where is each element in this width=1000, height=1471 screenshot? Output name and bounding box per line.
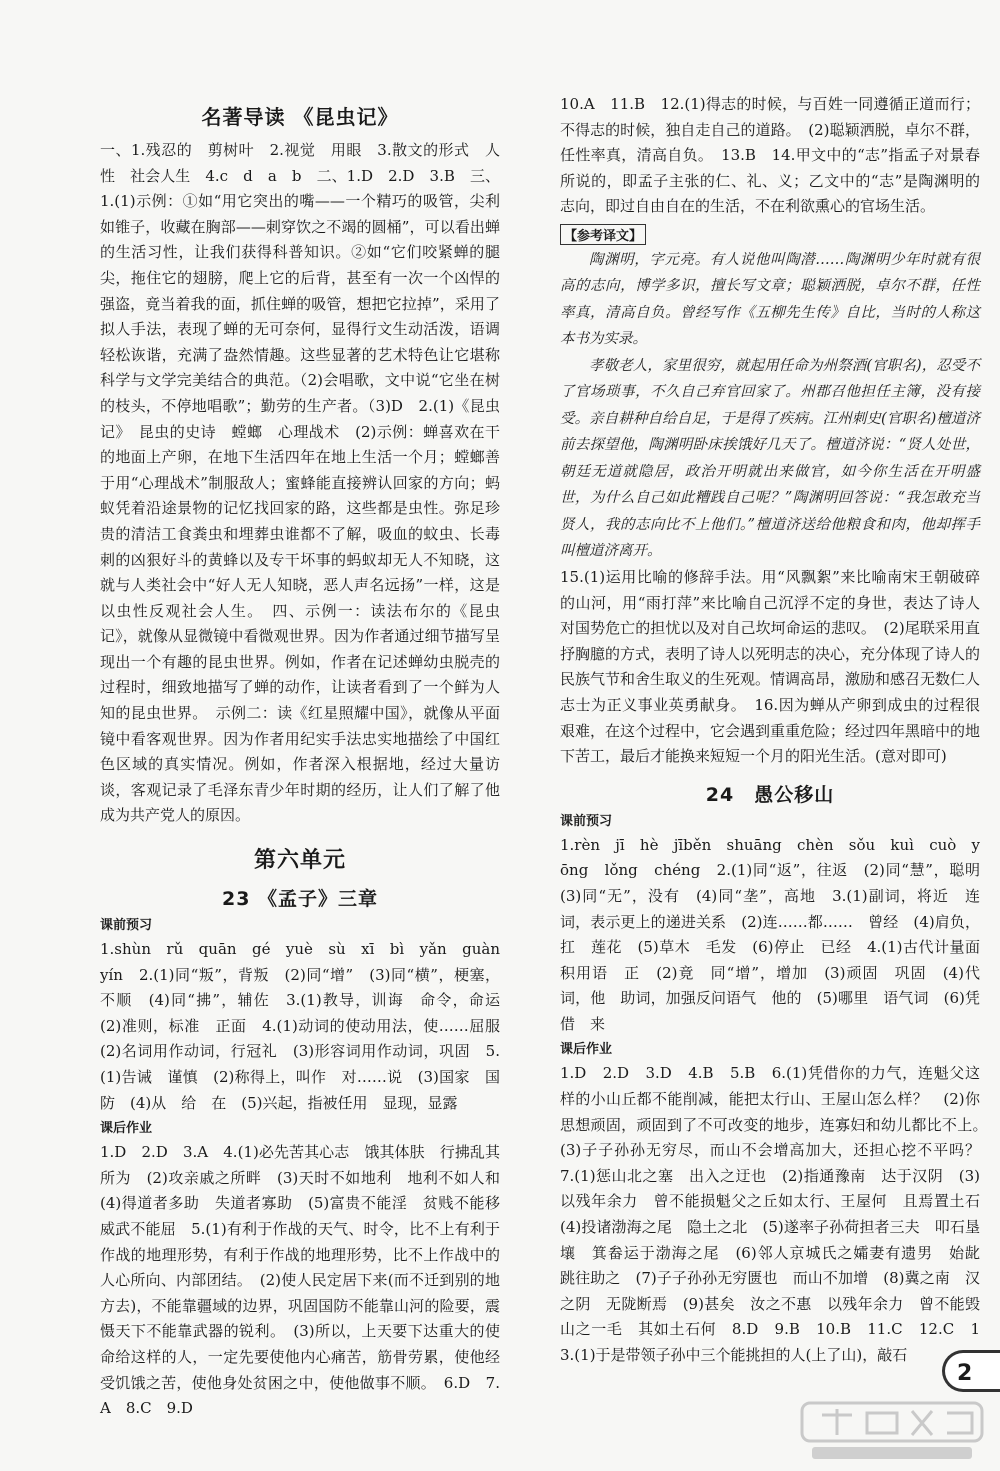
answer-paragraph: 1.D 2.D 3.D 4.B 5.B 6.(1)凭借你的力气，连魁父这样的小山丘都不能削减，能把太行山、王屋山怎么样？ (2)你思想顽固，顽固到了不可改变的地步，连寡妇和幼儿都比不上。 (3)子子孙孙无穷尽，而山不会增高加大，还担心挖不平吗？ 7.(1)惩山北之塞 出入之迂也 (2)指通豫南 达于汉阴 (3)以残年余力 曾不能损魁父之丘如太行、王屋何 且焉置土石 (4)投诸渤海之尾 隐土之北 (5)遂率子孙荷担者三夫 叩石垦壤 箕畚运于渤海之尾 (6)邻人京城氏之孀妻有遗男 始龀 跳往助之 (7)子子孙孙无穷匮也 而山不加增 (8)冀之南 汉之阴 无陇断焉 (9)甚矣 汝之不惠 以残年余力 曾不能毁山之一毛 其如土石何 8.D 9.B 10.B 11.C 12.C 13.(1)于是带领子孙中三个能挑担的人(上了山)，敲石 [560,1064,996,1364]
answer-paragraph: 10.A 11.B 12.(1)得志的时候，与百姓一同遵循正道而行；不得志的时候，独自走自己的道路。 (2)聪颖洒脱，卓尔不群，任性率真，清高自负。 13.B 14.甲文中的“志”指孟子对景春所说的，即孟子主张的仁、礼、义；乙文中的“志”是陶渊明的志向，即过自由自在的生活，不在利欲熏心的官场生活。 [560,95,980,216]
section-label-preview: 课前预习 [100,918,153,934]
section-title-kunchongji: 名著导读 《昆虫记》 [201,105,399,129]
answer-paragraph: 1.shùn rǔ quān gé yuè sù xī bì yǎn guàn yín 2.(1)同“叛”，背叛 (2)同“增” (3)同“横”，梗塞，不顺 (4)同“拂”，辅佐 3.(1)教导，训诲 命令，命运 (2)准则，标准 正面 4.(1)动词的使动用法，使……屈服 (2)名词用作动词，行冠礼 (3)形容词用作动词，巩固 5.(1)告诫 谨慎 (2)称得上，叫作 对……说 (3)国家 国防 (4)从 给 在 (5)兴起，指被任用 显现，显露 [100,940,516,1112]
watermark-logo-icon [792,1395,992,1465]
answer-paragraph: 1.rèn jī hè jīběn shuāng chèn sǒu kuì cuò yōng lǒng chéng 2.(1)同“返”，往返 (2)同“慧”，聪明 (3)同“无”，没有 (4)同“垄”，高地 3.(1)副词，将近 连词，表示更上的递进关系 (2)连……都…… 曾经 (4)肩负，扛 莲花 (5)草木 毛发 (6)停止 已经 4.(1)古代计量面积用语 正 (2)竟 同“增”，增加 (3)顽固 巩固 (4)代词，他 助词，加强反问语气 他的 (5)哪里 语气词 (6)凭借 来 [560,835,996,1033]
answer-paragraph: 一、1.残忍的 剪树叶 2.视觉 用眼 3.散文的形式 人性 社会人生 4.c d a b 二、1.D 2.D 3.B 三、1.(1)示例：①如“用它突出的嘴——一个精巧的吸管，尖利如锥子，收藏在胸部——刺穿饮之不竭的圆桶”，可以看出蝉的生活习性，让我们获得科普知识。②如“它们咬紧蝉的腿尖，拖住它的翅膀，爬上它的后背，甚至有一次一个凶悍的强盗，竟当着我的面，抓住蝉的吸管，想把它拉掉”，采用了拟人手法，表现了蝉的无可奈何，显得行文生动活泼，语调轻松诙谐，充满了盎然情趣。这些显著的艺术特色让它堪称科学与文学完美结合的典范。（2)会唱歌，文中说“它坐在树的枝头，不停地唱歌”；勤劳的生产者。（3)D 2.(1)《昆虫记》 昆虫的史诗 螳螂 心理战术 (2)示例：蝉喜欢在干的地面上产卵，在地下生活四年在地上生活一个月；螳螂善于用“心理战术”制服敌人；蜜蜂能直接辨认回家的方向；蚂蚁凭着沿途景物的记忆找回家的路，这些都是虫性。弥足珍贵的清洁工食粪虫和埋葬虫谁都不了解，吸血的蚊虫、长毒刺的凶狠好斗的黄蜂以及专干坏事的蚂蚁却无人不知晓，这就与人类社会中“好人无人知晓，恶人声名远扬”一样，这是以虫性反观社会人生。 四、示例一：读法布尔的《昆虫记》，就像从显微镜中看微观世界。因为作者通过细节描写呈现出一个有趣的昆虫世界。例如，作者在记述蝉幼虫脱壳的过程时，细致地描写了蝉的动作，让读者看到了一个鲜为人知的昆虫世界。 示例二：读《红星照耀中国》，就像从平面镜中看客观世界。因为作者用纪实手法忠实地描绘了中国红色区域的真实情况。例如，作者深入根据地，经过大量访谈，客观记录了毛泽东青少年时期的经历，让人们了解了他成为共产党人的原因。 [100,141,500,825]
right-column [560,92,996,1369]
lesson-title-24: 24 愚公移山 [705,783,835,806]
page-number-tab: 2 [942,1350,1000,1392]
section-label-homework: 课后作业 [100,1121,153,1137]
section-label-homework: 课后作业 [560,1042,613,1058]
lesson-title-23: 23 《孟子》三章 [221,888,379,911]
unit-title: 第六单元 [253,848,346,874]
section-label-preview: 课前预习 [560,813,613,829]
left-column [100,95,516,1422]
answer-paragraph: 1.D 2.D 3.A 4.(1)必先苦其心志 饿其体肤 行拂乱其所为 (2)攻亲戚之所畔 (3)天时不如地利 地利不如人和 (4)得道者多助 失道者寡助 (5)富贵不能淫 贫贱不能移 威武不能屈 5.(1)有利于作战的天气、时令，比不上有利于作战的地理形势，有利于作战的地理形势，比不上作战中的人心所向、内部团结。 (2)使人民定居下来(而不迁到别的地方去)，不能靠疆域的边界，巩固国防不能靠山河的险要，震慑天下不能靠武器的锐利。 (3)所以，上天要下达重大的使命给这样的人，一定先要使他内心痛苦，筋骨劳累，使他经受饥饿之苦，使他身处贫困之中，使他做事不顺。 6.D 7.A 8.C 9.D [100,1143,516,1418]
translation-paragraph: 陶渊明，字元亮。有人说他叫陶潜……陶渊明少年时就有很高的志向，博学多识，擅长写文章；聪颖洒脱，卓尔不群，任性率真，清高自负。曾经写作《五柳先生传》自比，当时的人称这本书为实录。 [560,251,980,348]
translation-paragraph: 孝敬老人，家里很穷，就起用任命为州祭酒(官职名)，忍受不了官场琐事，不久自己弃官回家了。州郡召他担任主簿，没有接受。亲自耕种自给自足，于是得了疾病。江州刺史(官职名)檀道济前去探望他，陶渊明卧床挨饿好几天了。檀道济说：“贤人处世，朝廷无道就隐居，政治开明就出来做官，如今你生活在开明盛世，为什么自己如此糟践自己呢？”陶渊明回答说：“我怎敢充当贤人，我的志向比不上他们。”檀道济送给他粮食和肉，他却挥手叫檀道济离开。 [560,357,980,560]
answer-paragraph: 15.(1)运用比喻的修辞手法。用“风飘絮”来比喻南宋王朝破碎的山河，用“雨打萍”来比喻自己沉浮不定的身世，表达了诗人对国势危亡的担忧以及对自己坎坷命运的悲叹。 (2)尾联采用直抒胸臆的方式，表明了诗人以死明志的决心，充分体现了诗人的民族气节和舍生取义的生死观。情调高昂，激励和感召无数仁人志士为正义事业英勇献身。 16.因为蝉从产卵到成虫的过程很艰难，在这个过程中，它会遇到重重危险；经过四年黑暗中的地下苦工，最后才能换来短短一个月的阳光生活。(意对即可) [560,567,981,766]
reference-translation-tag: 【参考译文】 [560,224,646,245]
